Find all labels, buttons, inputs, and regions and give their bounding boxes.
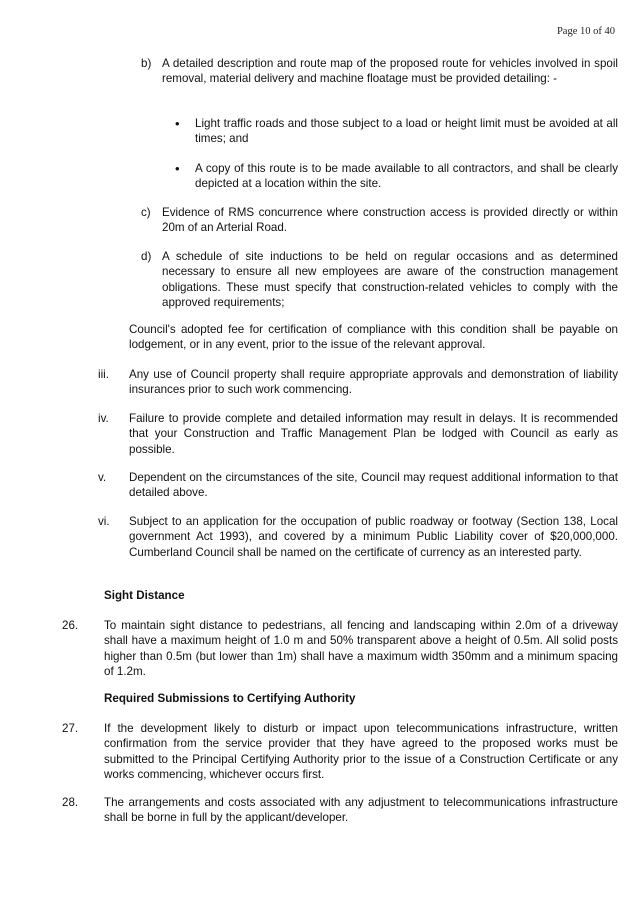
roman-marker-v: v. xyxy=(98,471,107,484)
page-number: Page 10 of 40 xyxy=(556,26,615,37)
bullet-icon: • xyxy=(175,116,180,131)
bullet-item-2: A copy of this route is to be made available to all contractors, and shall be clearly depicted at a location within the site. xyxy=(195,162,618,191)
condition-26-text: To maintain sight distance to pedestrians, all fencing and landscaping within 2.0m of a driveway shall have a maximum height of 1.0 m and 50% transparent above a height of 0.5m. All solid posts higher than 0.5m (but lower than 1m) shall have a maximum width 350mm and a minimum spacing of 1.2m. xyxy=(104,619,618,678)
bullet-icon: • xyxy=(175,161,180,176)
condition-number-26: 26. xyxy=(62,619,79,632)
section-heading-sight-distance: Sight Distance xyxy=(104,589,185,602)
condition-27-text: If the development likely to disturb or impact upon telecommunications infrastructure, written confirmation from the service provider that they have agreed to the proposed works must be submitted to the Principal Certifying Authority prior to the issue of a Construction Certificate or any works commencing, whichever occurs first. xyxy=(104,722,618,781)
list-item-d-text: A schedule of site inductions to be held on regular occasions and as determined necessary to ensure all new employees are aware of the construction management obligations. These must specify that construction-related vehicles to comply with the approved requirements; xyxy=(162,250,618,309)
roman-item-v-text: Dependent on the circumstances of the site, Council may request additional information to that detailed above. xyxy=(129,471,618,500)
roman-item-vi-text: Subject to an application for the occupation of public roadway or footway (Section 138, Local government Act 1993), and covered by a minimum Public Liability cover of $20,000,000. Cumberland Council shall be named on the certificate of currency as an interested party. xyxy=(129,515,618,559)
list-marker-b: b) xyxy=(141,57,152,70)
condition-28-text: The arrangements and costs associated with any adjustment to telecommunications infrastructure shall be borne in full by the applicant/developer. xyxy=(104,796,618,825)
list-marker-c: c) xyxy=(141,206,151,219)
bullet-item-1: Light traffic roads and those subject to a load or height limit must be avoided at all times; and xyxy=(195,117,618,146)
roman-item-iv-text: Failure to provide complete and detailed information may result in delays. It is recommended that your Construction and Traffic Management Plan be lodged with Council as early as possible. xyxy=(129,412,618,456)
section-heading-required-submissions: Required Submissions to Certifying Authority xyxy=(104,692,356,705)
roman-item-iii-text: Any use of Council property shall require appropriate approvals and demonstration of liability insurances prior to such work commencing. xyxy=(129,368,618,397)
roman-marker-iv: iv. xyxy=(98,412,109,425)
list-marker-d: d) xyxy=(141,250,152,263)
roman-marker-iii: iii. xyxy=(98,368,109,381)
roman-marker-vi: vi. xyxy=(98,515,110,528)
condition-number-27: 27. xyxy=(62,722,79,735)
condition-number-28: 28. xyxy=(62,796,79,809)
list-item-c-text: Evidence of RMS concurrence where construction access is provided directly or within 20m of an Arterial Road. xyxy=(162,206,618,235)
list-item-b-text: A detailed description and route map of the proposed route for vehicles involved in spoil removal, material delivery and machine floatage must be provided detailing: - xyxy=(162,57,618,86)
fee-paragraph: Council's adopted fee for certification of compliance with this condition shall be payable on lodgement, or in any event, prior to the issue of the relevant approval. xyxy=(129,323,618,352)
